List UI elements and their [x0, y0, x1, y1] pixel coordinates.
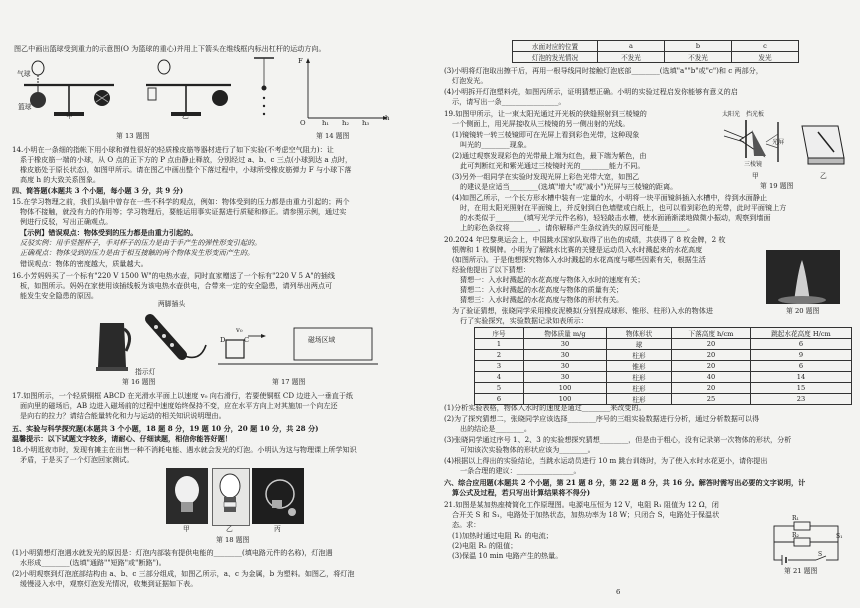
q19-line5: (2)通过观察发现彩色的光带最上端为红色，最下端为紫色，由 — [452, 151, 647, 160]
fig18-bulb-jia — [166, 468, 208, 524]
q20-line5: 为了验证猜想，张晓同学采用橡皮泥模拟(分别捏成球形、锥形、柱形)入水的物体进 — [452, 306, 713, 315]
q19-line3: (1)镜镜转一转三棱镜即可在光屏上看到彩色光带，这种现象 — [452, 130, 640, 139]
fig14-f-axis: F — [298, 57, 303, 65]
figure-21-circuit — [768, 520, 844, 566]
table-cell: 球 — [607, 339, 672, 350]
q20-a2b: 出的结论是________。 — [460, 424, 531, 433]
q21-line3: 态。求： — [452, 520, 481, 529]
table-cell: 30 — [524, 372, 607, 383]
hypothesis-1: 猜想一：入水时溅起的水花高度与物体入水时的速度有关； — [460, 275, 645, 284]
table-cell: 20 — [672, 383, 751, 394]
table-cell: 6 — [751, 339, 852, 350]
table-cell: 15 — [751, 383, 852, 394]
prism-label: 三棱镜 — [744, 161, 763, 168]
fig16-caption: 第 16 题图 — [122, 378, 156, 386]
fig14-h-axis: h — [385, 114, 390, 122]
ball-label: 篮球 — [18, 103, 32, 111]
q19-line2: 一个侧面上，用光屏接收从三棱镜的另一侧出射的光线。 — [452, 119, 630, 128]
fig18-jia-label: 甲 — [183, 525, 190, 533]
q20-line1: 20.2024 年巴黎奥运会上，中国跳水国家队取得了出色的成绩，共获得了 8 枚金牌，2 枚 — [444, 235, 726, 244]
table-row — [475, 339, 852, 350]
q20-a3b: 可知该次实验物体的形状应该为________。 — [460, 445, 595, 454]
q15-line3: 例进行反驳，写出正确观点。 — [20, 217, 113, 226]
table-row — [475, 328, 852, 339]
table-cell: 20 — [672, 361, 751, 372]
table-cell: 100 — [524, 383, 607, 394]
hypothesis-3: 猜想三：入水时溅起的水花高度与物体的形状有关。 — [460, 295, 624, 304]
q20-line2: 银牌和 1 枚铜牌。小明为了解跳水比赛的关键是运动员入水时溅起来的水花高度 — [452, 245, 703, 254]
page-number: 6 — [616, 588, 621, 596]
figure-19 — [722, 112, 848, 176]
figure-16 — [90, 305, 210, 373]
table-header: c — [732, 41, 799, 52]
table-header: 序号 — [475, 328, 524, 339]
fig18-yi-label: 乙 — [226, 525, 233, 533]
fig14-h2: h₂ — [342, 119, 350, 127]
hypothesis-2: 猜想二：入水时溅起的水花高度与物体的质量有关； — [460, 285, 624, 294]
fig14-origin: O — [300, 119, 306, 127]
balloon-label: 气球 — [17, 70, 31, 78]
table-cell: 柱形 — [607, 394, 672, 405]
q21-line5: (2)电阻 R₂ 的阻值； — [452, 541, 518, 550]
q16-line1: 16.小芳妈妈买了一个标有"220 V 1500 W"的电热水壶，同时直家赠送了一个标有"220 V 5 A"的插线 — [12, 271, 335, 280]
q19-line9: (4)如图乙所示，一个长方形水槽中装有一定量的水，小明将一块平面镜斜插入水槽中，待到水面静止 — [452, 193, 768, 202]
fig13-caption: 第 13 题图 — [116, 132, 150, 140]
fig14-h3: h₃ — [362, 119, 370, 127]
r2-label: R₂ — [792, 532, 799, 539]
table-header: 跳起水花高度 H/cm — [751, 328, 852, 339]
fig13-jia-label: 甲 — [66, 112, 73, 120]
table-cell: 9 — [751, 350, 852, 361]
table-cell: 柱形 — [607, 372, 672, 383]
q18-c-line2: 灯泡发光。 — [452, 76, 488, 85]
fig18-bing-label: 丙 — [274, 525, 281, 533]
fig13-yi-label: 乙 — [182, 112, 189, 120]
q18-d-line1: (4)小明拆开灯泡塑料壳，如图丙所示，证明猜想正确。小明的实验过程启发你能够有意义的启 — [444, 87, 738, 96]
bulb-observation-table — [512, 40, 799, 63]
table-cell: 25 — [672, 394, 751, 405]
corner-d-label: D — [220, 336, 226, 344]
q15-example: 【示例】错误观点：物体受到的压力都是由重力引起的。 — [20, 228, 198, 237]
q21-line4: (1)加热时通过电阻 R₁ 的电流； — [452, 531, 553, 540]
figure-14 — [248, 56, 388, 126]
q20-a3: (3)张晓同学通过序号 1、2、3 的实验想探究猜想________，但是由于粗心，没有记录第一次物体的形状，分析 — [444, 435, 792, 444]
table-row — [475, 350, 852, 361]
q20-a4b: 一条合理的建议：________________。 — [460, 466, 581, 475]
table-cell: 不发光 — [665, 52, 732, 63]
q18-c-line1: (3)小明将灯泡取出擦干后，再用一根导线同时接触灯泡底部________(选填"a""b"或"c")和 c 两部分， — [444, 66, 763, 75]
splash-data-table — [474, 327, 852, 405]
q21-line2: 合开关 S 和 S₁，电路处于加热状态，加热功率为 18 W；只闭合 S，电路处于保温状 — [452, 510, 720, 519]
table-cell: 6 — [751, 361, 852, 372]
table-row — [475, 361, 852, 372]
figure-13 — [16, 58, 246, 120]
fig18-caption: 第 18 题图 — [216, 536, 250, 544]
q20-a2: (2)为了探究猜想二，张晓同学应该选择________序号的三组实验数据进行分析，通过分析数据可以得 — [444, 414, 760, 423]
q14-line4: 高度 h 的大致关系图象。 — [20, 175, 101, 184]
fig14-h1: h₁ — [322, 119, 330, 127]
table-cell: 30 — [524, 350, 607, 361]
r1-label: R₁ — [792, 515, 799, 522]
q17-line1: 17.如图所示，一个轻质铜框 ABCD 在光滑水平面上以速度 v₀ 向右滑行，若要使铜框 CD 边进入一垂直于纸 — [12, 391, 354, 400]
table-header: b — [665, 41, 732, 52]
table-cell: 发光 — [732, 52, 799, 63]
q20-a1: (1)分析实验表格，物体入水时的速度是通过________来改变的。 — [444, 403, 646, 412]
plug-label: 两脚插头 — [158, 300, 186, 308]
fig19-caption: 第 19 题图 — [760, 182, 794, 190]
q20-line3: (如图所示)。于是他想探究物体入水时溅起的水花高度与哪些因素有关，根据生活 — [452, 255, 706, 264]
switch-s1-label: S₁ — [836, 533, 843, 540]
q18-b-line2: 缓慢浸入水中，观察灯泡发光情况，收集到证据如下表。 — [20, 579, 198, 588]
q19-line11: 的水类似于________(填写光学元件名称)，轻轻敲击水槽，使水面涌渐漾地做微小振动，观察到墙面 — [460, 213, 771, 222]
magnetic-field-label: 磁场区域 — [308, 336, 336, 344]
table-row — [513, 41, 799, 52]
screen-label: 光屏 — [772, 139, 785, 146]
table-header: 物体质量 m/g — [524, 328, 607, 339]
table-header: 物体形状 — [607, 328, 672, 339]
fig21-caption: 第 21 题图 — [784, 567, 818, 575]
fig19-yi-label: 乙 — [820, 172, 827, 180]
indicator-label: 指示灯 — [135, 368, 156, 376]
table-cell: 14 — [751, 372, 852, 383]
q18-a-line2: 水形成________(选填"通路""短路"或"断路")。 — [20, 558, 166, 567]
q21-line6: (3)保温 10 min 电路产生的热量。 — [452, 551, 563, 560]
table-cell: 30 — [524, 361, 607, 372]
table-cell: 20 — [672, 339, 751, 350]
table-cell: 灯泡的发光情况 — [513, 52, 598, 63]
q16-line2: 板，如图所示。妈妈在家使用该插线板为该电热水壶供电，合带来一定的安全隐患，请列举出两点可 — [20, 281, 333, 290]
table-cell: 30 — [524, 339, 607, 350]
q15-line2: 物体不接触，就没有力的作用等；学习物理后，要能运用事实证据进行质疑和修正。请参照示例，通过实 — [20, 207, 347, 216]
table-cell: 不发光 — [598, 52, 665, 63]
q20-line4: 经验他提出了以下猜想： — [452, 265, 531, 274]
q19-line12: 上的彩色条纹将________，请你解释产生条纹消失的原因可能是________。 — [460, 223, 695, 232]
velocity-label: v₀ — [236, 326, 243, 334]
table-cell: 20 — [672, 350, 751, 361]
diving-splash-figure — [766, 250, 840, 304]
q14-line3: 橡皮筋处于原长状态)，如图甲所示。请在图乙中画出整个下落过程中，小球所受橡皮筋弹力 F 与小球下落 — [20, 165, 352, 174]
table-header: 下落高度 h/cm — [672, 328, 751, 339]
section-6-heading-cont: 算公式及过程，若只写出计算结果将不得分) — [452, 488, 591, 497]
fig18-parts-bing — [252, 468, 304, 524]
q18-b-line1: (2)小明观察到灯泡底部结构由 a、b、c 三部分组成，如图乙所示，a、c 为金属，b 为塑料。如图乙，将灯泡 — [12, 569, 355, 578]
q21-line1: 21.如图是某加热座椅简化工作原理图。电源电压恒为 12 V，电阻 R₁ 阻值为 12 Ω，闭 — [444, 500, 719, 509]
q19-line6: 此可判断红光和紫光通过三棱镜时光的________能力不同。 — [460, 161, 645, 170]
q14-line1: 14.小明在一条细的指帐下用小球和弹性很好的轻质橡皮筋等器材进行了如下实验(不考虑空气阻力)：让 — [12, 145, 334, 154]
table-cell: 5 — [475, 383, 524, 394]
q19-line8: 的建议是应适当________(选填"增大"或"减小")光屏与三棱镜的距离。 — [460, 182, 678, 191]
fig17-caption: 第 17 题图 — [272, 378, 306, 386]
table-cell: 23 — [751, 394, 852, 405]
q15-example-correct: 正确观点：物体受到的压力是由于相互接触的两个物体发生形变而产生的。 — [20, 248, 255, 257]
q17-line2: 面向里的磁场后，AB 边进入磁场前的过程中速度始终保持不变，应在水平方向上对其施加一个向左还 — [20, 401, 338, 410]
table-cell: 100 — [524, 394, 607, 405]
table-row — [475, 383, 852, 394]
light-board-label: 挡光板 — [746, 111, 765, 118]
table-cell: 2 — [475, 350, 524, 361]
q15-line1: 15.在学习物理之前，我们头脑中曾存在一些不科学的观点，例如：物体受到的压力都是由重力引起的；两个 — [12, 197, 350, 206]
q19-line1: 19.如图甲所示，让一束太阳光通过开光板的狭缝照射到三棱镜的 — [444, 109, 647, 118]
q14-line2: 系于橡皮筋一端的小球，从 O 点的正下方的 P 点由静止释放，分别经过 a、b、c 三点(小球到达 a 点时， — [20, 155, 353, 164]
sunlight-label: 太阳光 — [722, 111, 741, 118]
q18-line2: 矛盾，于是买了一个灯泡回家测试。 — [20, 455, 134, 464]
table-cell: 40 — [672, 372, 751, 383]
q19-line7: (3)另外一组同学在实验时发现光屏上彩色光带大宽，如图乙 — [452, 172, 640, 181]
table-row — [513, 52, 799, 63]
table-cell: 6 — [475, 394, 524, 405]
q16-line3: 能发生安全隐患的原因。 — [20, 291, 99, 300]
section-6-heading: 六、综合应用题(本题共 2 个小题，第 21 题 8 分，第 22 题 8 分，共 16 分。解答时需写出必要的文字说明，计 — [444, 478, 806, 487]
table-cell: 锥形 — [607, 361, 672, 372]
section-5-heading: 五、实验与科学探究题(本题共 3 个小题，18 题 8 分，19 题 10 分，20 题 10 分，共 28 分) — [12, 424, 319, 433]
table-cell: 柱形 — [607, 383, 672, 394]
table-cell: 4 — [475, 372, 524, 383]
q18-a-line1: (1)小明猜想灯泡遇水就发光的原因是：灯泡内部装有提供电能的________(填电路元件的名称)，灯泡遇 — [12, 548, 333, 557]
table-cell: 3 — [475, 361, 524, 372]
table-header: a — [598, 41, 665, 52]
section-5-tip: 温馨提示：以下试题文字较多，请耐心、仔细读题，相信你能答好题！ — [12, 434, 232, 443]
fig18-bulb-yi — [212, 468, 248, 524]
q20-line6: 行了实验探究，实验数据记录如表所示： — [460, 316, 588, 325]
fig20-caption: 第 20 题图 — [786, 307, 820, 315]
fig14-caption: 第 14 题图 — [316, 132, 350, 140]
q18-d-line2: 示，请写出一条________________。 — [452, 97, 566, 106]
table-cell: 1 — [475, 339, 524, 350]
table-row — [475, 372, 852, 383]
q15-example-refute: 反驳实例：用手竖握杯子，手对杯子的压力是由于手产生的弹性形变引起的。 — [20, 238, 262, 247]
table-header: 水面对应的位置 — [513, 41, 598, 52]
q13-instruction: 图乙中画出篮球受到重力的示意图(O 为篮球的重心)并用上下箭头在维线框内标出杠杆的运动方向。 — [14, 44, 326, 53]
fig19-jia-label: 甲 — [752, 172, 759, 180]
section-4-heading: 四、简答题(本题共 3 个小题，每小题 3 分，共 9 分) — [12, 186, 184, 195]
table-cell: 柱形 — [607, 350, 672, 361]
q19-line4: 叫光的________现象。 — [460, 140, 531, 149]
q19-line10: 时，在用太阳光照射在平面镜上，并反射到白色墙壁或白纸上，也可以看到彩色的光带，此时平面镜上方 — [460, 203, 787, 212]
q15-wrong-view: 错误观点：物体的密度越大，质量越大。 — [20, 259, 148, 268]
q18-line1: 18.小明逛夜市时，发现有摊主在出售一种不消耗电能、遇水就会发光的灯泡。小明认为这与物理课上所学知识 — [12, 445, 357, 454]
q20-a4: (4)根据以上得出的实验结论，当跳水运动员进行 10 m 跳台训练时，为了使入水时水花更小，请你提出 — [444, 456, 768, 465]
corner-c-label: C — [244, 336, 250, 344]
q17-line3: 是向右的拉力？请结合能量转化和力与运动的相关知识说明理由。 — [20, 411, 226, 420]
switch-s-label: S — [818, 551, 823, 558]
